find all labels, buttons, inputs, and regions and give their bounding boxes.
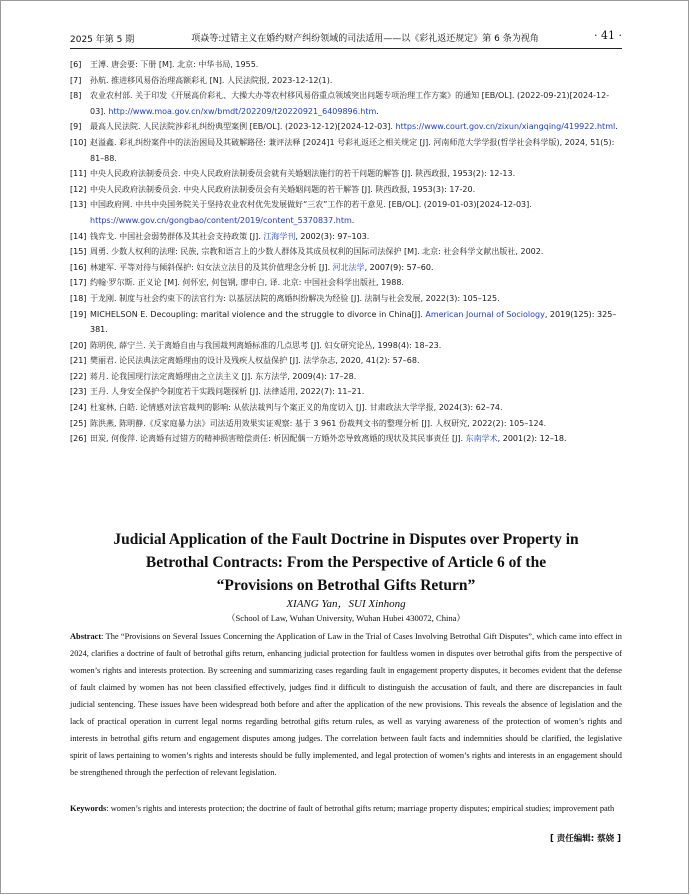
reference-number: [16] [70, 262, 87, 272]
reference-number: [24] [70, 403, 87, 413]
reference-tail: . [376, 106, 379, 116]
title-line-2: Betrothal Contracts: From the Perspective of Article 6 of the [145, 554, 547, 571]
reference-number: [19] [70, 309, 87, 319]
reference-text: 王丹. 人身安全保护令制度若干实践问题探析 [J]. 法律适用, 2022(7): 11–21. [90, 387, 365, 397]
reference-text: 于龙刚. 制度与社会约束下的法官行为: 以基层法院的离婚纠纷解决为经验 [J]. 法制与社会发展, 2022(3): 105–125. [90, 293, 500, 303]
reference-item [70, 400, 622, 416]
reference-text: 王溥. 唐会要: 下册 [M]. 北京: 中华书局, 1955. [90, 60, 259, 69]
reference-item [70, 275, 622, 291]
reference-tail: , 2002(3): 97–103. [295, 231, 370, 241]
affiliation: （School of Law, Wuhan University, Wuhan Hubei 430072, China） [226, 613, 466, 623]
reference-item [70, 353, 622, 369]
reference-item [70, 197, 622, 228]
reference-text: 田炭, 何俊萍. 论离婚有过错方的精神损害赔偿责任: 析因配偶一方婚外恋导致离婚的现状及其民事责任 [J]. [90, 434, 466, 444]
reference-tail: , 2019(125): 325–381. [90, 309, 617, 335]
reference-item [70, 338, 622, 354]
abstract-label: Abstract [70, 632, 102, 641]
title-line-3: “Provisions on Betrothal Gifts Return” [216, 577, 476, 594]
reference-item [70, 57, 622, 73]
keywords-text: : women’s rights and interests protection; the doctrine of fault of betrothal gifts return; marriage property disputes; empirical studies; improvement path [106, 804, 615, 813]
reference-item [70, 88, 622, 119]
reference-number: [13] [70, 200, 87, 210]
reference-item [70, 119, 622, 135]
reference-number: [10] [70, 137, 87, 147]
reference-link[interactable]: http://www.moa.gov.cn/xw/bmdt/202209/t20220921_6409896.htm [108, 106, 377, 116]
page-header [70, 28, 622, 48]
reference-number: [12] [70, 184, 87, 194]
reference-item [70, 416, 622, 432]
reference-number: [26] [70, 434, 87, 444]
abstract-text: : The “Provisions on Several Issues Concerning the Application of Law in the Trial of Cases Involving Betrothal Gift Disputes”, which came into effect in 2024, clarifies a doctrine of fault of betrothal gifts return, enhancing judicial protection for faultless women in disputes over betrothal gifts from the perspective of women’s rights and interests protection. By screening and summarizing cases regarding fault in engagement property disputes, it becomes evident that the defense of fault claimed by women has not been classified effectively, judges find it difficult to distinguish the accusation of fault, and there are discrepancies in fault judicial sentencing. These issues have been widespread both before and after the application of the new provisions. This reveals the absence of legislation and the lack of practical operation in current legal norms regarding betrothal gifts return rules, as well as varying awareness of the protection of women’s rights and interests in betrothal gifts return and engagement disputes among judges. The correlation between fault facts and indemnities should be clarified, the legislative spirit of laws pertaining to women’s rights and interests should be fully implemented, and legal protection of women’s rights and interests in an engagement should be strengthened through the perfection of relevant legislation. [70, 632, 622, 777]
issue-label: 2025 年第 5 期 [70, 35, 135, 45]
reference-text: 蒋月. 论我国现行法定离婚理由之立法主义 [J]. 东方法学, 2009(4): 17–28. [90, 371, 357, 381]
reference-text: 杜宴林, 白皓. 论情感对法官裁判的影响: 从依法裁判与个案正义的角度切入 [J]. 甘肃政法大学学报, 2024(3): 62–74. [90, 403, 503, 413]
reference-item [70, 166, 622, 182]
reference-text: MICHELSON E. Decoupling: marital violence and the struggle to divorce in China[J]. [90, 309, 426, 319]
reference-number: [22] [70, 371, 87, 381]
reference-number: [9] [70, 122, 82, 132]
reference-text: 樊丽君. 论民法典法定离婚理由的设计及残疾人权益保护 [J]. 法学杂志, 2020, 41(2): 57–68. [90, 356, 420, 366]
reference-item [70, 73, 622, 89]
reference-item [70, 260, 622, 276]
reference-item [70, 182, 622, 198]
reference-tail: , 2007(9): 57–60. [364, 262, 434, 272]
reference-item [70, 384, 622, 400]
abstract [70, 628, 622, 781]
reference-number: [23] [70, 387, 87, 397]
reference-text: 钱弈戈. 中国社会弱势群体及其社会支持政策 [J]. [90, 231, 264, 241]
reference-text: 赵溢鑫. 彩礼纠纷案件中的法治困局及其破解路径: 兼评法释 [2024]1 号彩礼返还之相关规定 [J]. 河南师范大学学报(哲学社会科学版), 2024, 51(5): 81–88. [90, 137, 615, 163]
reference-number: [25] [70, 418, 87, 428]
authors: XIANG Yan，SUI Xinhong [286, 598, 406, 610]
reference-item [70, 229, 622, 245]
reference-number: [21] [70, 356, 87, 366]
reference-number: [8] [70, 91, 82, 101]
reference-journal-link[interactable]: 江海学刊 [263, 231, 296, 241]
reference-item [70, 244, 622, 260]
reference-item [70, 135, 622, 166]
reference-journal-link[interactable]: American Journal of Sociology [425, 309, 545, 319]
reference-tail: . [615, 122, 618, 132]
running-title: 项焱等:过错主义在婚约财产纠纷领域的司法适用——以《彩礼返还规定》第 6 条为视角 [191, 34, 539, 44]
reference-number: [18] [70, 293, 87, 303]
reference-link[interactable]: https://www.court.gov.cn/zixun/xiangqing/419922.html [395, 122, 616, 132]
reference-tail: , 2001(2): 12–18. [497, 434, 567, 444]
reference-journal-link[interactable]: 河北法学 [332, 262, 365, 272]
reference-text: 约翰·罗尔斯. 正义论 [M]. 何怀宏, 何包钢, 廖申白, 译. 北京: 中国社会科学出版社, 1988. [90, 278, 404, 288]
header-divider [70, 48, 622, 49]
reference-text: 最高人民法院. 人民法院涉彩礼纠纷典型案例 [EB/OL]. (2023-12-12)[2024-12-03]. [90, 122, 396, 132]
article-title [70, 528, 622, 597]
reference-text: 中央人民政府法制委员会. 中央人民政府法制委员会就有关婚姻法施行的若干问题的解答 [J]. 陕西政报, 1953(2): 12-13. [90, 169, 516, 179]
reference-number: [7] [70, 75, 82, 85]
editor-note: [ 责任编辑: 蔡娆 ] [549, 834, 621, 844]
reference-tail: . [351, 215, 355, 225]
keywords-label: Keywords [70, 804, 107, 813]
reference-text: 孙航. 推进移风易俗治理高额彩礼 [N]. 人民法院报, 2023-12-12(1). [90, 75, 333, 85]
reference-number: [20] [70, 340, 87, 350]
reference-item [70, 307, 622, 338]
reference-number: [6] [70, 60, 82, 69]
reference-item [70, 291, 622, 307]
reference-text: 陈洪燕, 陈明静.《反家庭暴力法》司法适用效果实证观察: 基于 3 961 份裁判文书的整理分析 [J]. 人权研究, 2022(2): 105–124. [90, 418, 547, 428]
keywords [70, 800, 622, 817]
reference-journal-link[interactable]: 东南学术 [465, 434, 498, 444]
reference-number: [15] [70, 247, 87, 257]
page-number: · 41 · [594, 29, 622, 42]
reference-text: 农业农村部. 关于印发《开展高价彩礼、大操大办等农村移风易俗重点领域突出问题专项治理工作方案》的通知 [EB/OL]. (2022-09-21)[2024-12-03]. [90, 91, 610, 116]
title-line-1: Judicial Application of the Fault Doctrine in Disputes over Property in [113, 531, 579, 548]
reference-number: [11] [70, 169, 87, 179]
reference-text: 中央人民政府法制委员会. 中央人民政府法制委员会有关婚姻问题的若干解答 [J]. 陕西政报, 1953(3): 17-20. [90, 184, 476, 194]
reference-link[interactable]: https://www.gov.cn/gongbao/content/2019/content_5370837.htm [90, 215, 352, 225]
reference-text: 林建军. 平等对待与倾斜保护: 妇女法立法目的及其价值理念分析 [J]. [90, 262, 333, 272]
reference-text: 陈明侠, 薛宁兰. 关于离婚自由与我国裁判离婚标准的几点思考 [J]. 妇女研究论丛, 1998(4): 18–23. [90, 340, 442, 350]
reference-text: 中国政府网. 中共中央国务院关于坚持农业农村优先发展做好“三农”工作的若干意见. [EB/OL]. (2019-01-03)[2024-12-03]. [90, 200, 532, 210]
reference-number: [17] [70, 278, 87, 288]
reference-number: [14] [70, 231, 87, 241]
reference-text: 周勇. 少数人权利的法理: 民族, 宗教和语言上的少数人群体及其成员权利的国际司法保护 [M]. 北京: 社会科学文献出版社, 2002. [90, 247, 544, 257]
reference-list [70, 57, 622, 447]
reference-item [70, 369, 622, 385]
reference-item [70, 431, 622, 447]
